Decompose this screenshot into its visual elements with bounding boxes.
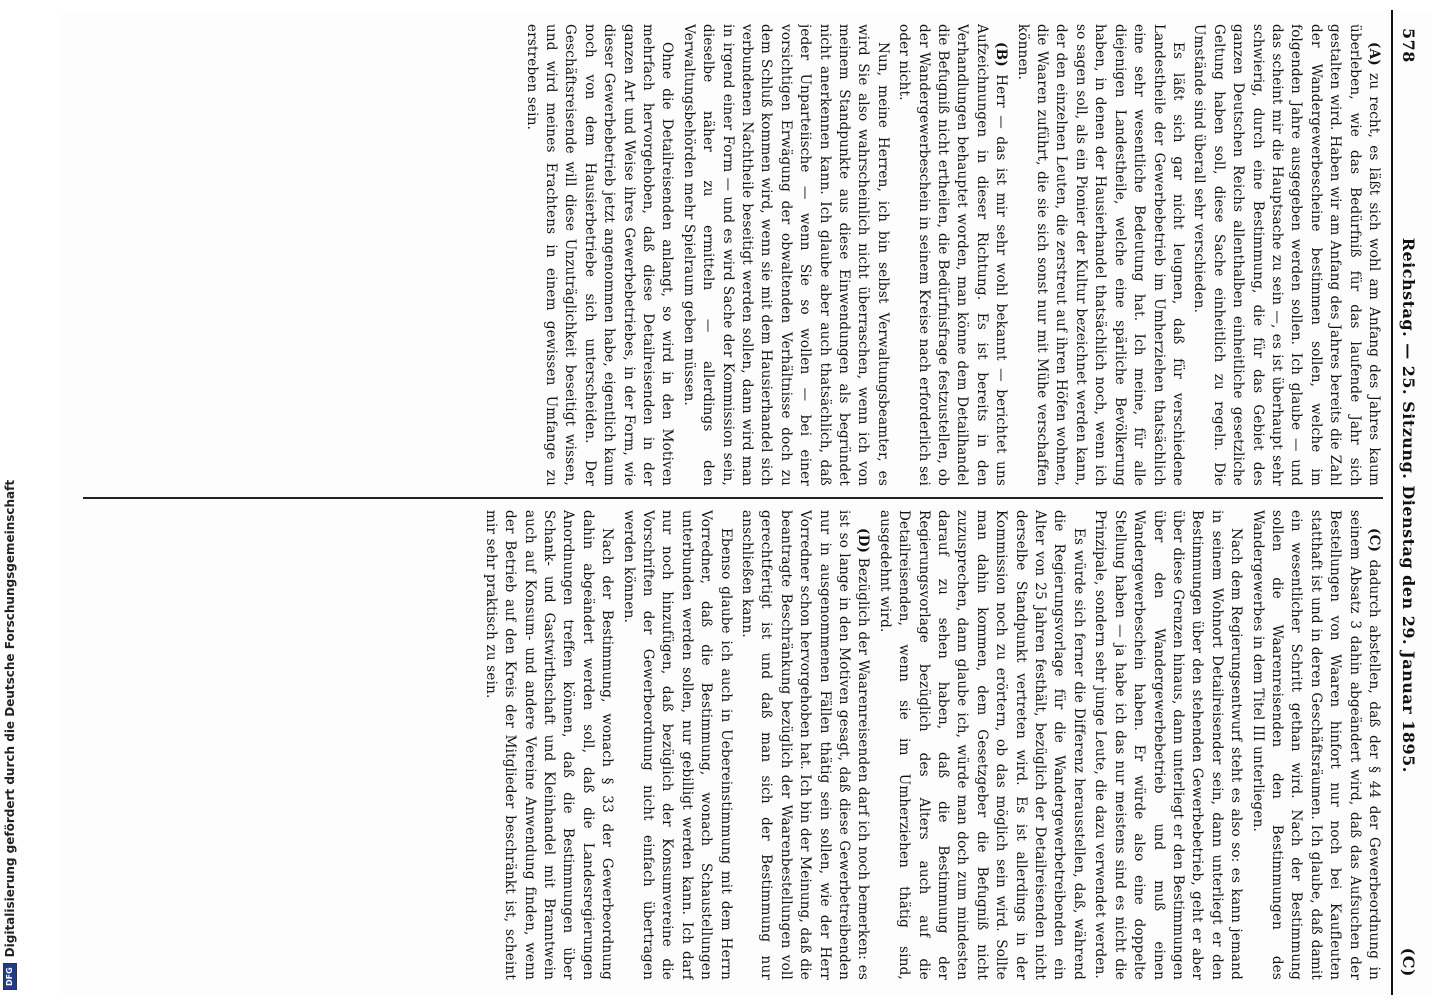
paragraph: Es läßt sich gar nicht leugnen, daß für verschiedene Landestheile der Gewerbebetrieb im Umherziehen thatsächlich eine sehr wesentliche Bedeutung hat. Ich meine, für alle diejenigen Landestheile, welche eine spärliche Bevölkerung haben, in denen der Hausierhandel thatsächlich noch, wenn ich so sagen soll, als ein Pionier der Kultur bezeichnet werden kann, der den einzelnen Leuten, die zerstreut auf ihren Höfen wohnen, die Waaren zuführt, die sie sich sonst nur mit Mühe verschaffen können. xyxy=(1014,24,1186,486)
page-number: 578 xyxy=(1399,28,1419,63)
paragraph: Nach dem Regierungsentwurf steht es also so: es kann jemand in seinem Wohnort Detailreisender sein, dann unterliegt er den Bestimmungen über den stehenden Gewerbebetrieb, geht er aber über diese Grenzen hinaus, dann unterliegt er den Bestimmungen über den Wandergewerbebetrieb und muß einen Wandergewerbeschein haben. Er würde also eine doppelte Stellung haben — ja habe ich das nur meistens sind es nicht die Prinzipale, sondern sehr junge Leute, die dazu verwendet werden. xyxy=(1092,510,1245,980)
margin-marker-a: (A) xyxy=(1366,42,1382,66)
paragraph: Es würde sich ferner die Differenz herausstellen, daß, während die Regierungsvorlage für die Wandergewerbetreibenden ein Alter von 25 Jahren festhält, bezüglich der Detailreisenden nicht derselbe Standpunkt vertreten wird. Es ist allerdings in der Kommission noch zu erörtern, ob das möglich sein wird. Sollte man dahin kommen, dem Gesetzgeber die Befugniß nicht zuzusprechen, dann glaube ich, würde man doch zum mindesten darauf zu sehen haben, daß die Bestimmung der Regierungsvorlage bezüglich des Alters auch auf die Detailreisenden, wenn sie im Umherziehen thätig sind, ausgedehnt wird. xyxy=(876,510,1087,980)
paragraph: (A) zu recht, es läßt sich wohl am Anfang des Jahres kaum überleben, wie das Bedürfniß für das laufende Jahr sich gestalten wird. Haben wir am Anfang des Jahres bereits die Zahl der Wandergewerbescheine bestimmen sollen, welche im folgenden Jahre ausgegeben werden sollen. Ich glaube — und das scheint mir die Hauptsache zu sein —, es ist überhaupt sehr schwierig, durch eine Bestimmung, die für das Gebiet des ganzen Deutschen Reichs allenthalben einheitliche gesetzliche Geltung haben soll, diese Sache einheitlich zu regeln. Die Umstände sind überall sehr verschieden. xyxy=(1191,24,1382,486)
page-header xyxy=(1391,10,1425,995)
credit-text: Digitalisierung gefördert durch die Deutsche Forschungsgemeinschaft xyxy=(3,479,17,958)
column-divider xyxy=(83,497,1383,499)
margin-marker-c: (C) xyxy=(1399,947,1419,977)
paragraph: Ebenso glaube ich auch in Uebereinstimmung mit dem Herrn Vorredner, daß die Bestimmung, wonach Schaustellungen unterbunden werden sollen, nur gebilligt werden kann. Ich darf nur noch hinzufügen, daß bezüglich der Konsumvereine die Vorschriften der Gewerbeordnung nicht einfach übertragen werden können. xyxy=(620,510,734,980)
paragraph: Nun, meine Herren, ich bin selbst Verwaltungsbeamter, es wird Sie also wahrscheinlich nicht überraschen, wenn ich von meinem Standpunkte aus diese Einwendungen als begründet nicht anerkennen kann. Ich glaube aber auch thatsächlich, daß jeder Unparteiische — wenn Sie so wollen — bei einer vorsichtigen Erwägung der obwaltenden Verhältnisse doch zu dem Schluß kommen wird, wenn sie mit dem Hausierhandel sich verbundenen Nachtheile beseitigt werden sollen, dann wird man in irgend einer Form — und es wird Sache der Kommission sein, dieselbe näher zu ermitteln — allerdings den Verwaltungsbehörden mehr Spielraum geben müssen. xyxy=(680,24,891,486)
paragraph: (B) Herr — das ist mir sehr wohl bekannt — berichtet uns Aufzeichnungen in dieser Richtung. Es ist bereits in den Verhandlungen behauptet worden, man könne dem Detailhandel die Befugniß nicht ertheilen, die Bedürfnisfrage festzustellen, ob der Wandergewerbeschein in seinem Kreise nach erforderlich sei oder nicht. xyxy=(896,24,1010,486)
credit-strip xyxy=(0,0,22,1000)
column-right xyxy=(83,510,1383,980)
document-page xyxy=(70,10,1425,995)
page-title: Reichstag. — 25. Sitzung. Dienstag den 29. Januar 1895. xyxy=(1399,237,1419,773)
column-left xyxy=(83,24,1383,486)
paragraph: (D) Bezüglich der Waarenreisenden darf ich noch bemerken: es ist so lange in den Motiven gesagt, daß diese Gewerbetreibenden nur in ausgenommenen Fällen thätig sein sollen, wie der Herr Vorredner schon hervorgehoben hat. Ich bin der Meinung, daß die beantragte Beschränkung bezüglich der Waarenbestellungen voll gerechtfertigt ist und daß man sich der Bestimmung nur anschließen kann. xyxy=(739,510,872,980)
paragraph: (C) dadurch abstellen, daß der § 44 der Gewerbeordnung in seinem Absatz 3 dahin abgeändert wird, daß das Aufsuchen der Bestellungen von Waaren hinfort nur noch bei Kaufleuten statthaft ist und in deren Geschäftsräumen. Ich glaube, daß damit ein wesentlicher Schritt gethan wird. Nach der Bestimmung sollen die Waarenreisenden den Bestimmungen des Wandergewerbes in dem Titel III unterliegen. xyxy=(1249,510,1382,980)
margin-marker-c-body: (C) xyxy=(1366,528,1382,553)
dfg-logo: DFG xyxy=(3,963,17,990)
paragraph: Nach der Bestimmung, wonach § 33 der Gewerbeordnung dahin abgeändert werden soll, daß die Landesregierungen Anordnungen treffen können, daß die Bestimmungen über Schank- und Gastwirthschaft und Kleinhandel mit Branntwein auch auf Konsum- und andere Vereine Anwendung finden, wenn der Betrieb auf den Kreis der Mitglieder beschränkt ist, scheint mir sehr praktisch zu sein. xyxy=(482,510,616,980)
digitization-credit xyxy=(3,480,17,990)
paragraph: Ohne die Detailreisenden anlangt, so wird in den Motiven mehrfach hervorgehoben, daß diese Detailreisenden in der ganzen Art und Weise ihres Gewerbebetriebes, in der Form, wie dieser Gewerbebetrieb jetzt angenommen habe, eigentlich kaum noch von dem Hausierbetriebe sich unterscheiden. Der Geschäftsreisende will diese Unzuträglichkeit beseitigt wissen, und wird meines Erachtens in einem gewissen Umfange zu erstreben sein. xyxy=(523,24,676,486)
margin-marker-b: (B) xyxy=(993,42,1010,67)
margin-marker-d: (D) xyxy=(855,528,872,554)
